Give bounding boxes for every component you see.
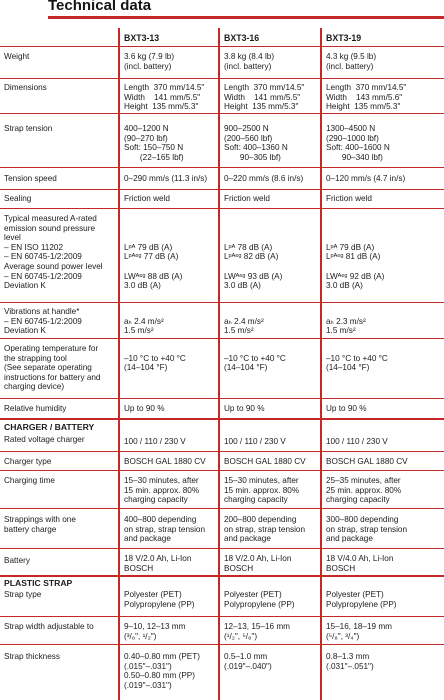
row-label-charging-time: Charging time [4,476,55,485]
row-divider [0,338,444,339]
cell-sound-levels-bxt3-13: Lᵖᴬ 79 dB (A) Lᵖᴬᵉᵍ 77 dB (A) LWᴬᵉᵍ 88 dB (A) 3.0 dB (A) [124,242,183,291]
cell-relative-humidity-bxt3-13: Up to 90 % [124,404,165,413]
row-divider [0,470,444,471]
row-label-strappings-per-charge: Strappings with one battery charge [4,515,76,534]
cell-strap-thickness-bxt3-16: 0.5–1.0 mm (.019"–.040") [224,652,272,671]
row-divider [0,644,444,645]
cell-sound-levels-bxt3-19: Lᵖᴬ 79 dB (A) Lᵖᴬᵉᵍ 81 dB (A) LWᴬᵉᵍ 92 dB (A) 3.0 dB (A) [326,242,385,291]
cell-vibrations-bxt3-13: aₕ 2.4 m/s² 1.5 m/s² [124,316,164,336]
cell-strappings-per-charge-bxt3-16: 200–800 depending on strap, strap tension and package [224,515,306,544]
cell-charging-time-bxt3-16: 15–30 minutes, after 15 min. approx. 80% charging capacity [224,476,300,505]
row-label-battery: Battery [4,556,30,565]
section-heading-plastic-strap: PLASTIC STRAP [4,578,73,588]
row-label-rated-voltage: Rated voltage charger [4,435,85,444]
cell-strap-width-bxt3-16: 12–13, 15–16 mm (¹/₂", ⁵/₈") [224,622,290,641]
section-divider [0,418,444,420]
cell-charger-type-bxt3-19: BOSCH GAL 1880 CV [326,457,408,466]
cell-sealing-bxt3-16: Friction weld [224,194,270,203]
row-label-relative-humidity: Relative humidity [4,404,67,413]
row-label-strap-type: Strap type [4,590,42,599]
cell-rated-voltage-bxt3-19: 100 / 110 / 230 V [326,437,388,446]
cell-strap-type-bxt3-13: Polyester (PET) Polypropylene (PP) [124,590,195,609]
cell-sealing-bxt3-19: Friction weld [326,194,372,203]
cell-strap-thickness-bxt3-19: 0.8–1.3 mm (.031"–.051") [326,652,374,671]
row-divider [0,548,444,549]
cell-relative-humidity-bxt3-19: Up to 90 % [326,404,367,413]
row-label-tension-speed: Tension speed [4,174,57,183]
cell-dimensions-bxt3-19: Length 370 mm/14.5" Width 143 mm/5.6" Height 135 mm/5.3" [326,83,407,112]
cell-dimensions-bxt3-13: Length 370 mm/14.5" Width 141 mm/5.5" Height 135 mm/5.3" [124,83,205,112]
cell-rated-voltage-bxt3-16: 100 / 110 / 230 V [224,437,286,446]
cell-strappings-per-charge-bxt3-19: 300–800 depending on strap, strap tension and package [326,515,408,544]
cell-strappings-per-charge-bxt3-13: 400–800 depending on strap, strap tension and package [124,515,206,544]
cell-operating-temperature-bxt3-16: –10 °C to +40 °C (14–104 °F) [224,353,286,373]
row-divider [0,451,444,452]
row-label-weight: Weight [4,52,30,61]
divider-column-2 [218,28,220,700]
column-header-bxt3-16: BXT3-16 [224,33,260,43]
row-label-strap-tension: Strap tension [4,124,53,133]
cell-vibrations-bxt3-16: aₕ 2.4 m/s² 1.5 m/s² [224,316,264,336]
row-label-dimensions: Dimensions [4,83,47,92]
cell-sound-levels-bxt3-16: Lᵖᴬ 78 dB (A) Lᵖᴬᵉᵍ 82 dB (A) LWᴬᵉᵍ 93 dB (A) 3.0 dB (A) [224,242,283,291]
cell-dimensions-bxt3-16: Length 370 mm/14.5" Width 141 mm/5.5" Height 135 mm/5.3" [224,83,305,112]
column-header-bxt3-13: BXT3-13 [124,33,160,43]
cell-strap-thickness-bxt3-13: 0.40–0.80 mm (PET) (.015"–.031") 0.50–0.80 mm (PP) (.019"–.031") [124,652,200,690]
cell-tension-speed-bxt3-16: 0–220 mm/s (8.6 in/s) [224,174,304,183]
divider-column-1 [118,28,120,700]
cell-strap-tension-bxt3-16: 900–2500 N (200–560 lbf) Soft: 400–1360 N 90–305 lbf) [224,124,288,162]
cell-tension-speed-bxt3-19: 0–120 mm/s (4.7 in/s) [326,174,406,183]
row-divider [0,398,444,399]
page-header [0,0,444,18]
row-divider [0,616,444,617]
cell-strap-tension-bxt3-13: 400–1200 N (90–270 lbf) Soft: 150–750 N (22–165 lbf) [124,124,184,162]
row-label-sound-levels: Typical measured A-rated emission sound pressure level – EN ISO 11202 – EN 60745-1/2:2009 Average sound power level – EN 60745-1/2:2009 Deviation K [4,214,103,291]
cell-relative-humidity-bxt3-16: Up to 90 % [224,404,265,413]
divider-column-3 [320,28,322,700]
row-label-sealing: Sealing [4,194,32,203]
cell-tension-speed-bxt3-13: 0–290 mm/s (11.3 in/s) [124,174,208,183]
row-divider [0,208,444,209]
cell-charger-type-bxt3-16: BOSCH GAL 1880 CV [224,457,306,466]
row-label-charger-type: Charger type [4,457,52,466]
page-title: Technical data [48,0,152,14]
cell-battery-bxt3-19: 18 V/4.0 Ah, Li-Ion BOSCH [326,554,394,573]
row-label-strap-thickness: Strap thickness [4,652,60,661]
cell-weight-bxt3-16: 3.8 kg (8.4 lb) (incl. battery) [224,52,275,71]
row-divider [0,167,444,168]
cell-charging-time-bxt3-13: 15–30 minutes, after 15 min. approx. 80% charging capacity [124,476,200,505]
cell-weight-bxt3-13: 3.6 kg (7.9 lb) (incl. battery) [124,52,175,71]
section-divider [0,575,444,577]
cell-rated-voltage-bxt3-13: 100 / 110 / 230 V [124,437,186,446]
cell-operating-temperature-bxt3-13: –10 °C to +40 °C (14–104 °F) [124,353,186,373]
cell-charging-time-bxt3-19: 25–35 minutes, after 25 min. approx. 80% charging capacity [326,476,402,505]
row-label-vibrations: Vibrations at handle* – EN 60745-1/2:2009 Deviation K [4,307,82,336]
row-divider [0,78,444,79]
cell-battery-bxt3-16: 18 V/2.0 Ah, Li-Ion BOSCH [224,554,292,573]
cell-charger-type-bxt3-13: BOSCH GAL 1880 CV [124,457,206,466]
column-header-bxt3-19: BXT3-19 [326,33,362,43]
row-label-operating-temperature: Operating temperature for the strapping tool (See separate operating instructions for battery and charging device) [4,344,101,392]
section-heading-charger-battery: CHARGER / BATTERY [4,422,95,432]
cell-strap-tension-bxt3-19: 1300–4500 N (290–1000 lbf) Soft: 400–1600 N 90–340 lbf) [326,124,390,162]
row-divider [0,302,444,303]
row-divider [0,46,444,47]
cell-operating-temperature-bxt3-19: –10 °C to +40 °C (14–104 °F) [326,353,388,373]
row-label-strap-width: Strap width adjustable to [4,622,94,631]
header-rule [48,16,444,19]
cell-weight-bxt3-19: 4.3 kg (9.5 lb) (incl. battery) [326,52,377,71]
cell-strap-type-bxt3-16: Polyester (PET) Polypropylene (PP) [224,590,295,609]
row-divider [0,189,444,190]
cell-strap-width-bxt3-19: 15–16, 18–19 mm (⁵/₈", ³/₄") [326,622,392,641]
row-divider [0,113,444,114]
cell-sealing-bxt3-13: Friction weld [124,194,170,203]
cell-strap-type-bxt3-19: Polyester (PET) Polypropylene (PP) [326,590,397,609]
row-divider [0,508,444,509]
cell-vibrations-bxt3-19: aₕ 2.3 m/s² 1.5 m/s² [326,316,366,336]
cell-battery-bxt3-13: 18 V/2.0 Ah, Li-Ion BOSCH [124,554,192,573]
cell-strap-width-bxt3-13: 9–10, 12–13 mm (³/₈", ¹/₂") [124,622,186,641]
